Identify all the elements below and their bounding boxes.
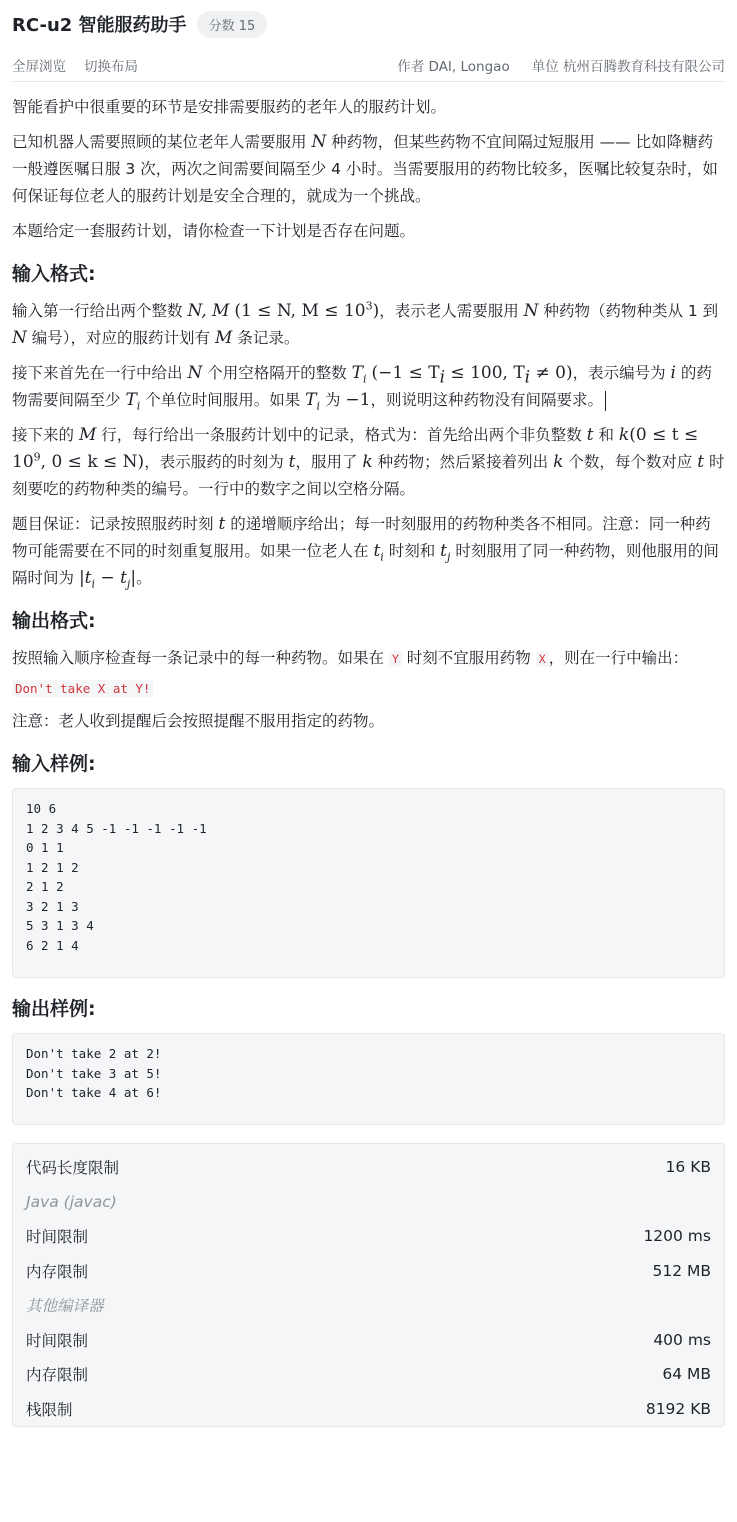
- math-t: t: [697, 452, 705, 472]
- problem-title: RC-u2 智能服药助手: [12, 15, 187, 36]
- math-k: k: [553, 452, 564, 472]
- math-range-open: (1 ≤ N, M ≤ 10: [234, 301, 366, 321]
- math-sub-i: i: [439, 367, 446, 388]
- input-paragraph-2: [12, 360, 725, 414]
- limit-value: 400 ms: [653, 1330, 711, 1349]
- output-paragraph-1: [12, 645, 725, 673]
- math-T-range-2: ≤ 100, T: [445, 363, 525, 383]
- sample-output-block[interactable]: Don't take 2 at 2! Don't take 3 at 5! Don't take 4 at 6!: [12, 1033, 725, 1125]
- input-text: 接下来首先在一行中给出: [12, 364, 188, 382]
- math-sub-i: i: [380, 550, 384, 564]
- math-sub-i: i: [136, 399, 141, 413]
- inline-code-Y: Y: [389, 651, 402, 667]
- switch-layout-link[interactable]: 切换布局: [84, 58, 138, 75]
- limit-row-stack: [26, 1392, 711, 1427]
- math-N: N: [12, 328, 27, 348]
- input-text: ，表示服药的时刻为: [144, 453, 289, 471]
- limit-row-code-length: [26, 1150, 711, 1185]
- math-sub-i: i: [524, 367, 531, 388]
- desc-text: 种药物，但某些药物不宜间隔过短服用 —— 比如降糖药一般遵医嘱日服 3 次，两次之间需要间隔至少 4 小时。当需要服用的药物比较多，医嘱比较复杂时，如何保证每位老人的服药计划是安全合理的，就成为一个挑战。: [12, 133, 718, 205]
- input-text: 个用空格隔开的整数: [202, 364, 352, 382]
- limit-label: 时间限制: [26, 1228, 89, 1247]
- limit-row-other-time: [26, 1323, 711, 1358]
- input-text: 种药物；然后紧接着列出: [372, 453, 554, 471]
- input-text: 接下来的: [12, 426, 79, 444]
- math-range-exp: 3: [365, 299, 373, 313]
- input-paragraph-4: [12, 511, 725, 592]
- math-T-range-3: ≠ 0): [530, 363, 573, 383]
- math-t: t: [586, 425, 594, 445]
- output-text: 按照输入顺序检查每一条记录中的每一种药物。如果在: [12, 649, 389, 667]
- math-M: M: [78, 425, 97, 445]
- desc-paragraph-3: 本题给定一套服药计划，请你检查一下计划是否存在问题。: [12, 222, 416, 240]
- limit-value: 64 MB: [662, 1365, 711, 1384]
- input-format-heading: 输入格式:: [12, 263, 96, 285]
- sample-input-heading: 输入样例:: [12, 753, 96, 775]
- math-tj: [440, 541, 451, 564]
- math-Ti: [351, 363, 367, 386]
- input-paragraph-1: [12, 298, 725, 352]
- title-row: [12, 0, 725, 48]
- math-range: [234, 301, 379, 321]
- input-text: ，表示老人需要服用: [379, 302, 524, 320]
- input-text: 输入第一行给出两个整数: [12, 302, 188, 320]
- math-N: N: [523, 301, 539, 321]
- input-text: 的药物需要间隔至少: [12, 364, 712, 409]
- math-T: T: [351, 363, 364, 383]
- output-format-code-text: Don't take X at Y!: [12, 680, 153, 697]
- limit-label: 内存限制: [26, 1366, 89, 1385]
- math-abs-open: |t: [78, 568, 92, 588]
- math-sub-j: j: [126, 577, 131, 591]
- limit-value: 1200 ms: [643, 1227, 711, 1246]
- input-text: 个数，每个数对应: [563, 453, 698, 471]
- limit-label: 代码长度限制: [26, 1159, 120, 1178]
- meta-row: [12, 48, 725, 82]
- input-paragraph-3: [12, 422, 725, 503]
- input-text: ，则说明这种药物没有间隔要求。: [370, 391, 603, 409]
- math-abs-mid: − t: [95, 568, 127, 588]
- output-note: 注意：老人收到提醒后会按照提醒不服用指定的药物。: [12, 712, 385, 730]
- input-text: 题目保证：记录按照服药时刻: [12, 515, 219, 533]
- sample-input-block[interactable]: 10 6 1 2 3 4 5 -1 -1 -1 -1 -1 0 1 1 1 2 1 2 2 1 2 3 2 1 3 5 3 1 3 4 6 2 1 4: [12, 788, 725, 978]
- sample-output-heading: 输出样例:: [12, 998, 96, 1020]
- math-T-range: [371, 363, 573, 388]
- math-t: t: [373, 541, 381, 561]
- input-text: ，服用了: [295, 453, 363, 471]
- limit-label: 栈限制: [26, 1400, 73, 1419]
- input-text: 和: [593, 426, 619, 444]
- limit-row-java-time: [26, 1219, 711, 1254]
- math-neg1: −1: [345, 390, 371, 410]
- math-N: N: [311, 132, 327, 152]
- math-t-range-2: 0 ≤ t ≤ 10: [12, 425, 699, 472]
- input-text: ，表示编号为: [572, 364, 671, 382]
- text-cursor: [605, 391, 606, 411]
- inline-code-X: X: [536, 651, 549, 667]
- problem-content: [12, 82, 725, 1427]
- math-N: N: [187, 363, 203, 383]
- author-info: 作者 DAI, Longao: [397, 58, 510, 75]
- output-format-code: [12, 681, 725, 696]
- input-text: 时刻和: [383, 542, 441, 560]
- limit-value: 512 MB: [652, 1261, 711, 1280]
- limits-panel: [12, 1143, 725, 1427]
- desc-text: 已知机器人需要照顾的某位老年人需要服用: [12, 133, 312, 151]
- math-sub-j: j: [447, 550, 451, 564]
- math-t-range-3: , 0 ≤ k ≤ N): [40, 452, 145, 472]
- math-t: t: [440, 541, 448, 561]
- input-text: 时刻要吃的药物种类的编号。一行中的数字之间以空格分隔。: [12, 453, 725, 498]
- limit-row-other-memory: [26, 1357, 711, 1392]
- math-t-range-exp: 9: [33, 450, 41, 464]
- score-badge: 分数 15: [197, 11, 268, 38]
- input-text: 时刻服用了同一种药物，则他服用的间隔时间为: [12, 542, 719, 587]
- input-text: 的递增顺序给出；每一时刻服用的药物种类各不相同。注意：同一种药物可能需要在不同的时刻重复服用。如果一位老人在: [12, 515, 711, 560]
- math-Ti: [125, 390, 141, 413]
- output-text: ，则在一行中输出：: [548, 649, 689, 667]
- math-T: T: [125, 390, 137, 410]
- math-abs-diff: [78, 568, 137, 591]
- output-format-heading: 输出格式:: [12, 610, 96, 632]
- math-abs-close: |: [130, 568, 137, 588]
- input-text: 个单位时间服用。如果: [140, 391, 306, 409]
- math-sub-i: i: [363, 372, 367, 386]
- desc-paragraph-1: 智能看护中很重要的环节是安排需要服药的老年人的服药计划。: [12, 98, 447, 116]
- limit-value: 16 KB: [665, 1158, 711, 1177]
- fullscreen-link[interactable]: 全屏浏览: [12, 58, 66, 75]
- math-range-close: ): [372, 301, 380, 321]
- input-text: 种药物（药物种类从 1 到: [538, 302, 719, 320]
- limit-value: 8192 KB: [645, 1399, 711, 1418]
- math-T-range-1: (−1 ≤ T: [371, 363, 440, 383]
- math-t-range-1: (: [629, 425, 636, 445]
- limit-label: 时间限制: [26, 1331, 89, 1350]
- desc-paragraph-2: [12, 129, 725, 210]
- math-ti: [373, 541, 384, 564]
- limit-row-java-memory: [26, 1254, 711, 1289]
- org-info: 单位 杭州百腾教育科技有限公司: [531, 58, 725, 75]
- input-text: 。: [136, 569, 152, 587]
- math-sub-i: i: [91, 577, 96, 591]
- math-T: T: [305, 390, 317, 410]
- input-text: 为: [320, 391, 346, 409]
- math-t: t: [218, 514, 226, 534]
- math-i: i: [670, 363, 676, 383]
- math-M: M: [214, 328, 233, 348]
- output-text: 时刻不宜服用药物: [401, 649, 536, 667]
- limit-label: 内存限制: [26, 1262, 89, 1281]
- math-t: t: [288, 452, 296, 472]
- math-Ti: [305, 390, 321, 413]
- input-text: 条记录。: [232, 329, 300, 347]
- math-sub-i: i: [316, 399, 321, 413]
- limit-group-other: 其他编译器: [26, 1297, 104, 1316]
- math-k: k: [362, 452, 373, 472]
- math-k: k: [618, 425, 630, 445]
- limit-group-java: Java (javac): [26, 1192, 117, 1211]
- math-NM: N, M: [187, 301, 230, 321]
- input-text: 行，每行给出一条服药计划中的记录，格式为：首先给出两个非负整数: [96, 426, 587, 444]
- input-text: 编号），对应的服药计划有: [26, 329, 215, 347]
